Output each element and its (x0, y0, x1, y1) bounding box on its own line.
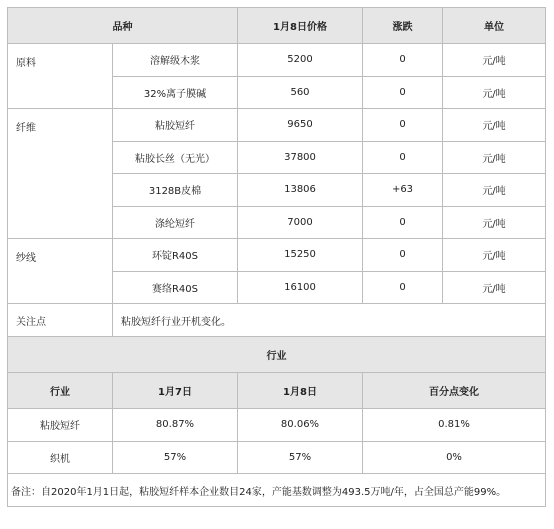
table-row (8, 239, 546, 272)
table-row (8, 109, 546, 142)
industry-d2: 57% (238, 441, 363, 474)
industry-header-d1: 1月7日 (113, 373, 238, 409)
item-change: 0 (363, 271, 443, 304)
item-change: 0 (363, 239, 443, 272)
group-label: 原料 (8, 44, 113, 109)
item-unit: 元/吨 (443, 109, 546, 142)
item-change: 0 (363, 141, 443, 174)
item-unit: 元/吨 (443, 174, 546, 207)
item-price: 37800 (238, 141, 363, 174)
footnote: 备注：自2020年1月1日起，粘胶短纤样本企业数目24家，产能基数调整为493.5万吨/年，占全国总产能99%。 (8, 474, 546, 507)
item-change: +63 (363, 174, 443, 207)
item-unit: 元/吨 (443, 76, 546, 109)
focus-text: 粘胶短纤行业开机变化。 (113, 304, 546, 337)
item-price: 560 (238, 76, 363, 109)
industry-delta: 0.81% (363, 409, 546, 442)
focus-label: 关注点 (8, 304, 113, 337)
item-name: 3128B皮棉 (113, 174, 238, 207)
industry-header-name: 行业 (8, 373, 113, 409)
item-change: 0 (363, 44, 443, 77)
industry-d1: 80.87% (113, 409, 238, 442)
item-price: 7000 (238, 206, 363, 239)
focus-row (8, 304, 546, 337)
industry-d1: 57% (113, 441, 238, 474)
item-name: 32%离子膜碱 (113, 76, 238, 109)
item-unit: 元/吨 (443, 141, 546, 174)
industry-name: 织机 (8, 441, 113, 474)
industry-d2: 80.06% (238, 409, 363, 442)
item-unit: 元/吨 (443, 206, 546, 239)
industry-table (7, 336, 546, 507)
header-unit: 单位 (443, 8, 546, 44)
item-price: 5200 (238, 44, 363, 77)
industry-header-d2: 1月8日 (238, 373, 363, 409)
industry-title-row (8, 337, 546, 373)
table-row (8, 441, 546, 474)
industry-delta: 0% (363, 441, 546, 474)
item-change: 0 (363, 206, 443, 239)
item-name: 粘胶短纤 (113, 109, 238, 142)
price-table (7, 7, 546, 337)
footnote-row (8, 474, 546, 507)
item-price: 16100 (238, 271, 363, 304)
item-change: 0 (363, 76, 443, 109)
item-unit: 元/吨 (443, 44, 546, 77)
group-label: 纤维 (8, 109, 113, 239)
price-table-container (7, 7, 545, 507)
item-name: 环锭R40S (113, 239, 238, 272)
item-unit: 元/吨 (443, 239, 546, 272)
item-unit: 元/吨 (443, 271, 546, 304)
industry-header-row (8, 373, 546, 409)
industry-header-delta: 百分点变化 (363, 373, 546, 409)
item-name: 赛络R40S (113, 271, 238, 304)
header-variety: 品种 (8, 8, 238, 44)
item-price: 15250 (238, 239, 363, 272)
header-change: 涨跌 (363, 8, 443, 44)
item-price: 9650 (238, 109, 363, 142)
header-price: 1月8日价格 (238, 8, 363, 44)
table-row (8, 409, 546, 442)
item-name: 粘胶长丝（无光） (113, 141, 238, 174)
industry-section-title: 行业 (8, 337, 546, 373)
item-change: 0 (363, 109, 443, 142)
table-row (8, 44, 546, 77)
group-label: 纱线 (8, 239, 113, 304)
price-header-row (8, 8, 546, 44)
industry-name: 粘胶短纤 (8, 409, 113, 442)
item-price: 13806 (238, 174, 363, 207)
item-name: 涤纶短纤 (113, 206, 238, 239)
item-name: 溶解级木浆 (113, 44, 238, 77)
